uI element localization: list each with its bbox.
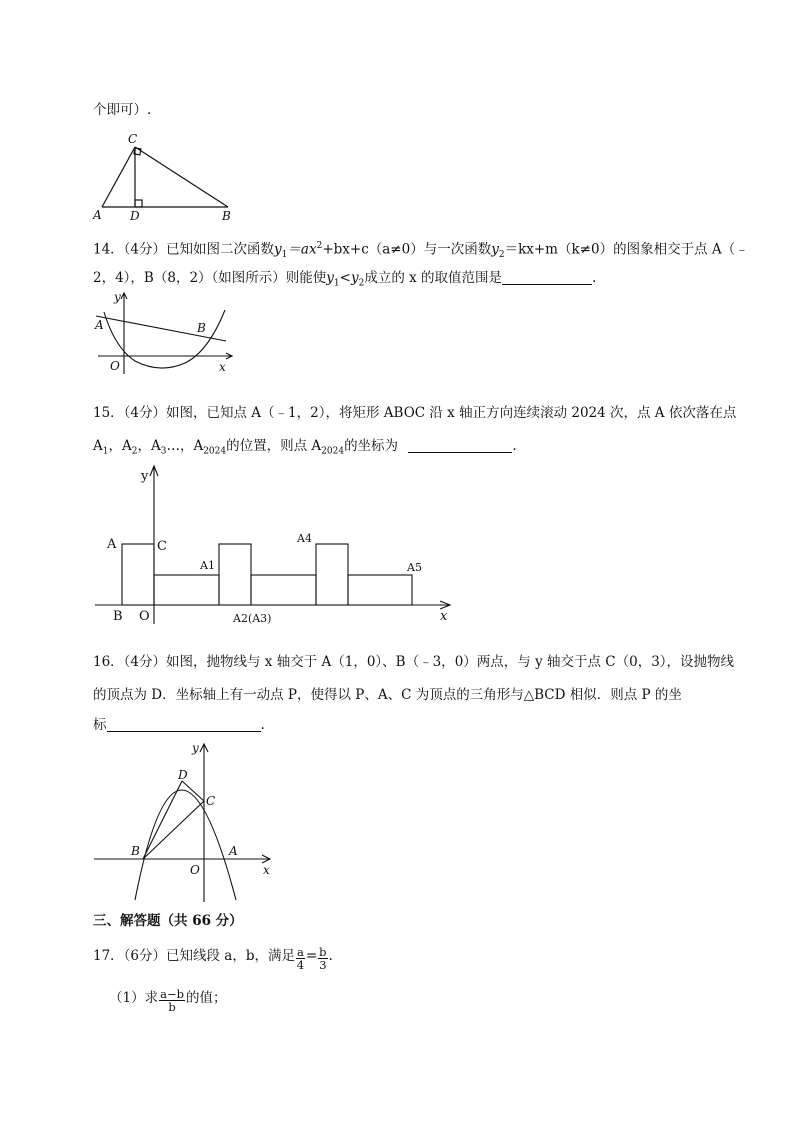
- q15-label-A4: A4: [297, 532, 312, 545]
- q15-label-A: A: [107, 537, 117, 552]
- q15-answer-blank[interactable]: [408, 438, 512, 453]
- q16-label-D: D: [178, 768, 188, 782]
- q15-label-A1: A1: [200, 559, 215, 572]
- q13-tail-text: 个即可）.: [93, 102, 152, 118]
- q15-label-O: O: [139, 609, 150, 624]
- q17-part1-fraction: $\frac{a-b}{b}$: [160, 987, 184, 1014]
- q13-label-A: A: [93, 208, 102, 222]
- q16-label-y: y: [192, 741, 199, 755]
- q16-label-A: A: [229, 844, 238, 858]
- q16-label-O: O: [190, 863, 200, 877]
- q13-label-B: B: [222, 209, 231, 223]
- q14-label-O: O: [110, 359, 120, 373]
- q13-label-D: D: [130, 209, 140, 223]
- q15-label-y: y: [141, 469, 149, 484]
- q14-answer-blank[interactable]: [502, 270, 592, 285]
- q15-figure: [95, 462, 465, 630]
- section-3-title: 三、解答题（共 66 分）: [93, 913, 243, 929]
- q14-figure: [90, 288, 240, 376]
- q14-line-1: 14．（4分）已知如图二次函数$y_1=ax^2+bx+c(a\ne 0)$与一次函数$y_2=kx+m(k\ne 0)$的图象相交于点 A（﹣: [93, 241, 749, 261]
- q16-label-B: B: [131, 844, 140, 858]
- q16-line-3: 标 .: [93, 717, 265, 733]
- q15-label-A2A3: A2(A3): [233, 612, 272, 625]
- q16-label-x: x: [263, 863, 270, 877]
- q14-line-2: 2，4），B（8，2）（如图所示）则能使$y_1<y_2$成立的 x 的取值范围是 .: [93, 270, 597, 289]
- q16-figure: [92, 738, 282, 903]
- q17-line-1: 17．（6分）已知线段 a，b，满足 $\frac{a}{4}$ = $\frac{b}{3}$ .: [93, 945, 333, 972]
- q16-line-1: 16．（4分）如图，抛物线与 x 轴交于 A（1，0）、B（﹣3，0）两点，与 y 轴交于点 C（0，3），设抛物线: [93, 654, 735, 670]
- q13-label-C: C: [128, 132, 138, 146]
- q14-label-A: A: [95, 318, 104, 332]
- q15-line-1: 15．（4分）如图，已知点 A（﹣1，2），将矩形 ABOC 沿 x 轴正方向连续滚动 2024 次，点 A 依次落在点: [93, 405, 737, 421]
- q15-label-A5: A5: [407, 561, 422, 574]
- q16-line-2: 的顶点为 D．坐标轴上有一动点 P，使得以 P、A、C 为顶点的三角形与△BCD 相似．则点 P 的坐: [93, 687, 682, 703]
- q17-part-1: （1）求 $\frac{a-b}{b}$ 的值；: [109, 987, 227, 1014]
- q14-label-x: x: [219, 360, 226, 374]
- q17-fraction-a-over-4: $\frac{a}{4}$: [296, 945, 305, 972]
- q15-label-B: B: [113, 609, 123, 624]
- q14-label-B: B: [197, 321, 206, 335]
- q13-figure: [90, 128, 250, 226]
- q17-fraction-b-over-3: $\frac{b}{3}$: [319, 945, 327, 972]
- q16-label-C: C: [206, 794, 216, 808]
- q15-label-C: C: [157, 539, 167, 554]
- q15-label-x: x: [440, 609, 448, 624]
- q14-label-y: y: [114, 290, 121, 304]
- q16-answer-blank[interactable]: [107, 717, 261, 732]
- q15-line-2: $A_1$，$A_2$，$A_3\dots$，$A_{2024}$的位置，则点 $A_{2024}$的坐标为 .: [93, 438, 517, 457]
